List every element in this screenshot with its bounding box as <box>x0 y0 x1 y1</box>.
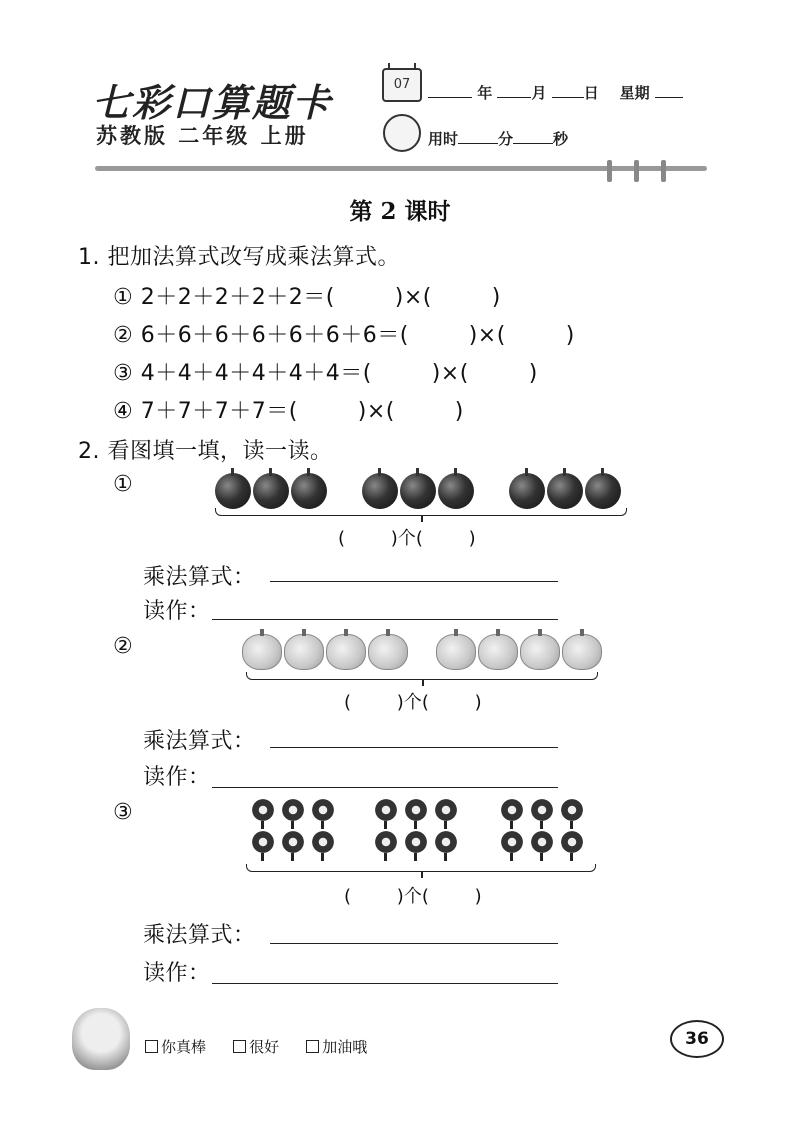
read-label: 读作： <box>143 765 211 790</box>
read-answer-line[interactable] <box>212 982 558 984</box>
feedback-option[interactable] <box>233 1036 279 1057</box>
feedback-option[interactable] <box>306 1036 367 1057</box>
flower <box>373 829 399 855</box>
weekday-blank[interactable] <box>655 83 683 98</box>
pumpkin <box>284 634 324 670</box>
seconds-blank[interactable] <box>513 129 553 144</box>
mascot-icon <box>72 1008 130 1070</box>
month-label: 月 <box>531 84 547 102</box>
flower <box>280 829 306 855</box>
apple <box>362 473 398 509</box>
apple <box>291 473 327 509</box>
pumpkin <box>326 634 366 670</box>
feedback-label: 很好 <box>249 1038 280 1056</box>
seconds-label: 秒 <box>553 130 569 148</box>
apple <box>253 473 289 509</box>
checkbox-icon <box>145 1040 158 1053</box>
minutes-label: 分 <box>498 130 514 148</box>
brand-logo: 七彩口算题卡 <box>92 80 333 125</box>
weekday-label: 星期 <box>619 84 650 102</box>
flower <box>499 829 525 855</box>
group-count[interactable]: ( )个( ) <box>338 528 476 549</box>
apple <box>438 473 474 509</box>
date-fields <box>428 82 683 103</box>
read-label: 读作： <box>143 961 211 986</box>
pumpkin <box>562 634 602 670</box>
time-fields <box>428 128 568 149</box>
apple <box>547 473 583 509</box>
flower <box>250 829 276 855</box>
calendar-icon <box>382 68 422 102</box>
q1-item[interactable]: ② 6＋6＋6＋6＋6＋6＋6＝( )×( ) <box>113 323 575 348</box>
q2-marker: ③ <box>113 800 134 825</box>
month-blank[interactable] <box>497 83 531 98</box>
flower <box>403 829 429 855</box>
feedback-options <box>145 1036 389 1057</box>
read-answer-line[interactable] <box>212 786 558 788</box>
flower <box>310 829 336 855</box>
apple-group <box>362 473 476 509</box>
pumpkin <box>520 634 560 670</box>
group-brace <box>246 672 598 680</box>
clock-icon <box>383 114 421 152</box>
apple <box>509 473 545 509</box>
mult-answer-line[interactable] <box>270 746 558 748</box>
q2-marker: ① <box>113 472 134 497</box>
flower <box>559 797 585 823</box>
lesson-title: 第 2 课时 <box>349 198 451 225</box>
flower <box>373 797 399 823</box>
apple <box>215 473 251 509</box>
checkbox-icon <box>233 1040 246 1053</box>
flower <box>280 797 306 823</box>
mult-label: 乘法算式： <box>143 565 256 590</box>
mult-label: 乘法算式： <box>143 923 256 948</box>
mult-label: 乘法算式： <box>143 729 256 754</box>
minutes-blank[interactable] <box>458 129 498 144</box>
q1-prompt: 1. 把加法算式改写成乘法算式。 <box>78 245 400 270</box>
apple <box>585 473 621 509</box>
feedback-label: 你真棒 <box>161 1038 207 1056</box>
feedback-option[interactable] <box>145 1036 206 1057</box>
q1-item[interactable]: ① 2＋2＋2＋2＋2＝( )×( ) <box>113 285 501 310</box>
pumpkin-group <box>242 634 410 670</box>
flower <box>310 797 336 823</box>
flower <box>529 829 555 855</box>
read-answer-line[interactable] <box>212 618 558 620</box>
flower-group <box>250 797 346 861</box>
flower-group <box>373 797 469 861</box>
apple-group <box>215 473 329 509</box>
calendar-day: 07 <box>393 77 411 92</box>
flower <box>499 797 525 823</box>
pumpkin <box>368 634 408 670</box>
flower-group <box>499 797 595 861</box>
group-count[interactable]: ( )个( ) <box>344 692 482 713</box>
day-blank[interactable] <box>552 83 584 98</box>
read-label: 读作： <box>143 599 211 624</box>
divider-pin <box>607 160 612 182</box>
divider-pin <box>634 160 639 182</box>
time-used-label: 用时 <box>428 130 459 148</box>
flower <box>250 797 276 823</box>
flower <box>403 797 429 823</box>
flower <box>529 797 555 823</box>
q1-item[interactable]: ③ 4＋4＋4＋4＋4＋4＝( )×( ) <box>113 361 538 386</box>
apple <box>400 473 436 509</box>
year-label: 年 <box>477 84 493 102</box>
group-brace <box>215 508 627 516</box>
mult-answer-line[interactable] <box>270 942 558 944</box>
group-brace <box>246 864 596 872</box>
header-divider <box>95 166 707 171</box>
apple-group <box>509 473 623 509</box>
feedback-label: 加油哦 <box>322 1038 368 1056</box>
pumpkin <box>242 634 282 670</box>
q1-item[interactable]: ④ 7＋7＋7＋7＝( )×( ) <box>113 399 464 424</box>
edition-label: 苏教版 二年级 上册 <box>96 124 309 148</box>
q2-marker: ② <box>113 634 134 659</box>
mult-answer-line[interactable] <box>270 580 558 582</box>
divider-pin <box>661 160 666 182</box>
day-label: 日 <box>583 84 599 102</box>
q2-prompt: 2. 看图填一填，读一读。 <box>78 439 333 464</box>
pumpkin <box>478 634 518 670</box>
pumpkin-group <box>436 634 604 670</box>
page-number: 36 <box>670 1020 724 1058</box>
group-count[interactable]: ( )个( ) <box>344 886 482 907</box>
flower <box>433 797 459 823</box>
flower <box>433 829 459 855</box>
year-blank[interactable] <box>428 83 472 98</box>
flower <box>559 829 585 855</box>
checkbox-icon <box>306 1040 319 1053</box>
pumpkin <box>436 634 476 670</box>
